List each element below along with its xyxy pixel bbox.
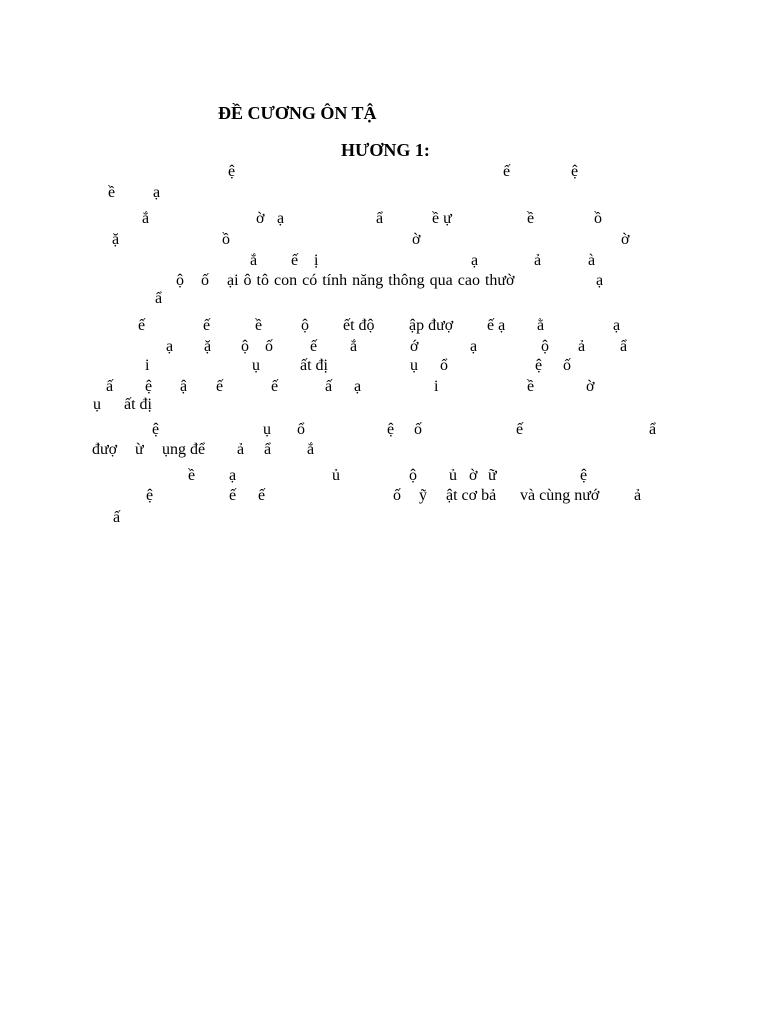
text-fragment: ụng để (162, 441, 206, 458)
text-fragment: ắ (142, 210, 150, 227)
text-line (0, 439, 768, 461)
text-line (0, 161, 768, 183)
text-fragment: ạ (277, 210, 285, 227)
text-fragment: ụ (252, 357, 260, 374)
text-fragment: ệ (580, 467, 588, 484)
text-fragment: ẩ (155, 290, 163, 307)
text-fragment: ụ (410, 357, 418, 374)
text-fragment: ờ (586, 378, 595, 395)
text-fragment: ệ (228, 163, 236, 180)
text-fragment: ừ (135, 441, 144, 458)
text-fragment: ẩ (620, 338, 628, 355)
text-fragment: ộ (541, 338, 549, 355)
text-fragment: ố (265, 338, 273, 355)
text-fragment: ạ (166, 338, 174, 355)
text-fragment: ề (255, 317, 263, 334)
text-line (0, 355, 768, 377)
text-fragment: ố (201, 272, 209, 289)
text-fragment: ại ô tô con có tính năng thông qua cao thườ (227, 272, 515, 289)
document-title: ĐỀ CƯƠNG ÔN TẬ (218, 103, 377, 123)
text-fragment: ờ (256, 210, 265, 227)
text-fragment: ủ (449, 467, 457, 484)
text-fragment: ồ (594, 210, 602, 227)
text-fragment: ậ (180, 378, 188, 395)
text-fragment: ẩ (264, 441, 272, 458)
text-fragment: ổ (297, 421, 305, 438)
text-fragment: i (145, 357, 150, 374)
text-line (0, 507, 768, 529)
text-fragment: ộ (176, 272, 184, 289)
text-fragment: ạ (229, 467, 237, 484)
text-fragment: ạ (596, 272, 604, 289)
text-fragment: ấ (113, 509, 121, 526)
text-fragment: ố (563, 357, 571, 374)
text-fragment: ả (237, 441, 245, 458)
text-fragment: ổ (440, 357, 448, 374)
text-fragment: ạ (153, 184, 161, 201)
text-fragment: ệ (387, 421, 395, 438)
text-fragment: ế (516, 421, 524, 438)
text-fragment: ập đượ (409, 317, 454, 334)
text-fragment: ất đị (124, 396, 152, 413)
text-fragment: ẩ (376, 210, 384, 227)
text-fragment: ả (534, 252, 542, 269)
text-fragment: ả (634, 487, 642, 504)
text-fragment: ộ (409, 467, 417, 484)
text-line (0, 419, 768, 441)
text-fragment: ấ (106, 378, 114, 395)
text-fragment: ệ (571, 163, 579, 180)
text-fragment: ố (393, 487, 401, 504)
text-line (0, 288, 768, 310)
text-line (0, 250, 768, 272)
text-fragment: ặ (112, 231, 120, 248)
text-fragment: ộ (241, 338, 249, 355)
text-line (0, 465, 768, 487)
text-fragment: ệ (146, 487, 154, 504)
text-fragment: ệ (145, 378, 153, 395)
text-fragment: ề ự (432, 210, 452, 227)
text-fragment: ớ (410, 338, 419, 355)
text-fragment: ề (188, 467, 196, 484)
text-fragment: ồ (222, 231, 230, 248)
text-fragment: ờ (621, 231, 630, 248)
text-line (0, 229, 768, 251)
text-fragment: ạ (471, 252, 479, 269)
chapter-heading: HƯƠNG 1: (341, 140, 430, 160)
text-fragment: ệ (152, 421, 160, 438)
text-fragment: ỹ (419, 487, 427, 504)
text-fragment: ả (578, 338, 586, 355)
text-fragment: ờ (469, 467, 478, 484)
text-fragment: ữ (488, 467, 497, 484)
text-fragment: ạ (613, 317, 621, 334)
text-fragment: ụ (93, 396, 101, 413)
text-fragment: ấ (325, 378, 333, 395)
text-line (0, 394, 768, 416)
text-fragment: ặ (204, 338, 212, 355)
text-fragment: ố (414, 421, 422, 438)
text-fragment: và cùng nướ (520, 487, 600, 504)
text-fragment: ề (527, 378, 535, 395)
text-fragment: ế (216, 378, 224, 395)
text-fragment: ệ (535, 357, 543, 374)
text-fragment: ế (203, 317, 211, 334)
text-fragment: đượ (92, 441, 118, 458)
text-fragment: ế ạ (487, 317, 506, 334)
text-fragment: ủ (332, 467, 340, 484)
text-line (0, 182, 768, 204)
text-fragment: i (434, 378, 439, 395)
text-line (0, 485, 768, 507)
text-fragment: ề (527, 210, 535, 227)
text-fragment: ạ (470, 338, 478, 355)
text-fragment: ắ (350, 338, 358, 355)
text-fragment: ạ (354, 378, 362, 395)
text-fragment: ắ (250, 252, 258, 269)
text-line (0, 315, 768, 337)
text-line (0, 208, 768, 230)
text-fragment: ế (258, 487, 266, 504)
text-fragment: ết độ (343, 317, 375, 334)
text-fragment: ờ (412, 231, 421, 248)
text-fragment: ế (138, 317, 146, 334)
text-fragment: ật cơ bả (446, 487, 497, 504)
text-fragment: ị (314, 252, 319, 269)
text-fragment: ế (503, 163, 511, 180)
text-fragment: ẩ (649, 421, 657, 438)
text-fragment: à (588, 252, 596, 269)
text-fragment: ế (310, 338, 318, 355)
text-fragment: ằ (537, 317, 545, 334)
text-fragment: ộ (301, 317, 309, 334)
text-fragment: ắ (307, 441, 315, 458)
text-fragment: ất đị (300, 357, 328, 374)
text-fragment: ế (271, 378, 279, 395)
text-fragment: ụ (263, 421, 271, 438)
text-fragment: ế (291, 252, 299, 269)
text-fragment: ề (108, 184, 116, 201)
text-fragment: ế (229, 487, 237, 504)
